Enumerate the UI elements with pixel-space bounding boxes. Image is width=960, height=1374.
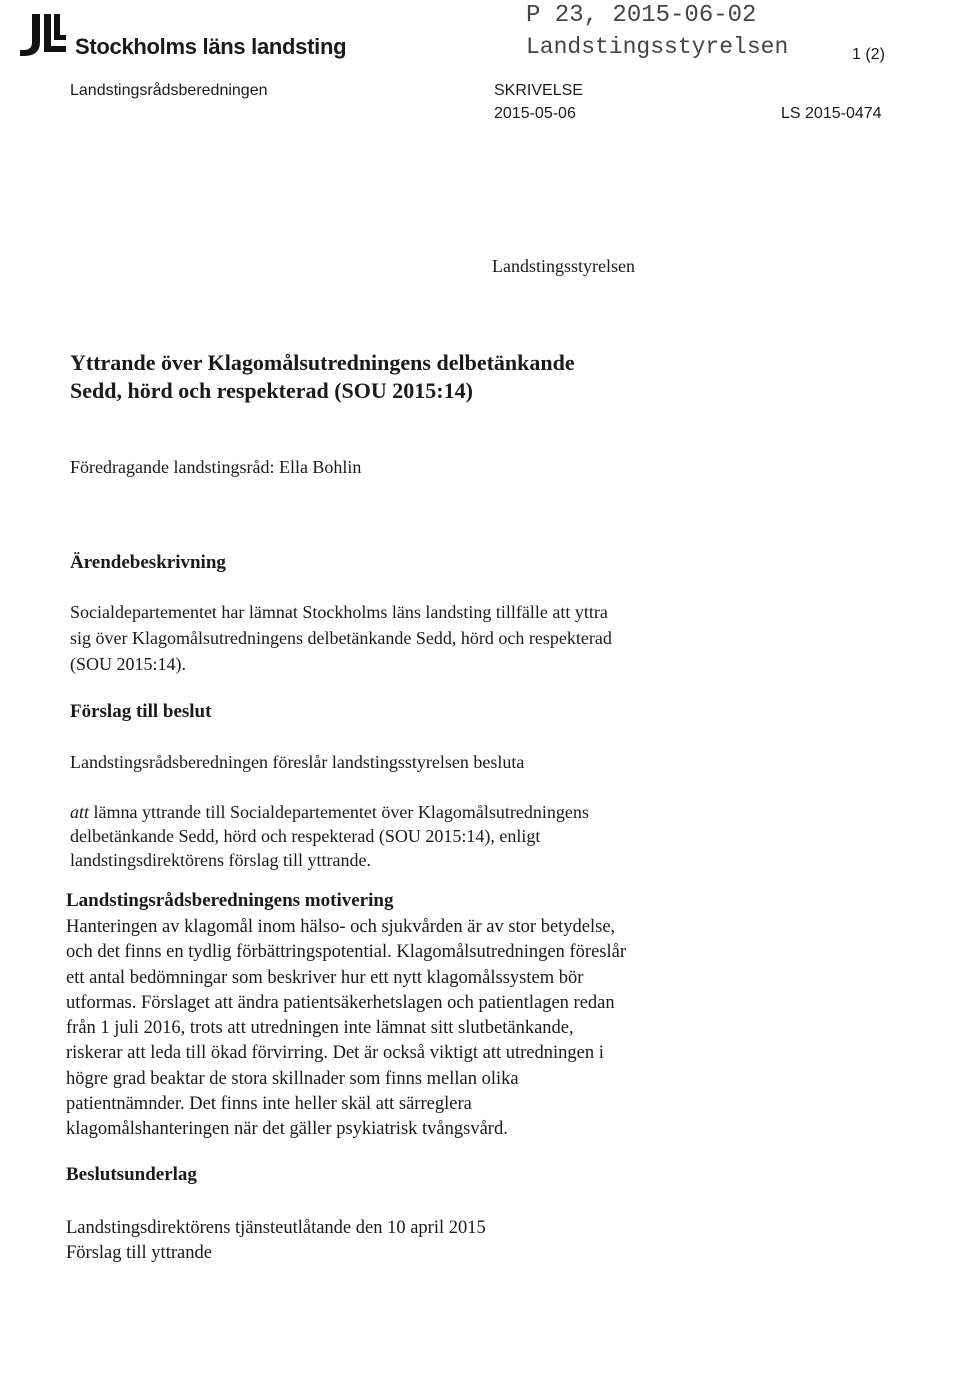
- text-line: högre grad beaktar de stora skillnader som finns mellan olika: [66, 1068, 519, 1089]
- beslutsunderlag-list: [66, 1216, 486, 1266]
- reference-number: LS 2015-0474: [781, 105, 882, 122]
- text-line: (SOU 2015:14).: [70, 654, 186, 674]
- presenter: Föredragande landstingsråd: Ella Bohlin: [70, 457, 362, 477]
- section-heading-motivering: Landstingsrådsberedningens motivering: [66, 890, 394, 911]
- text-line: delbetänkande Sedd, hörd och respekterad (SOU 2015:14), enligt: [70, 826, 541, 846]
- text-line: Socialdepartementet har lämnat Stockholms läns landsting tillfälle att yttra: [70, 602, 608, 622]
- organization-name: Stockholms läns landsting: [75, 34, 347, 59]
- text-line: från 1 juli 2016, trots att utredningen inte lämnat sitt slutbetänkande,: [66, 1018, 574, 1039]
- text-line: riskerar att leda till ökad förvirring. Det är också viktigt att utredningen i: [66, 1043, 604, 1064]
- document-type: SKRIVELSE: [494, 82, 583, 99]
- document-date: 2015-05-06: [494, 105, 576, 122]
- document-title-line-1: Yttrande över Klagomålsutredningens delbetänkande: [70, 350, 575, 375]
- att-keyword: att: [70, 802, 90, 822]
- agenda-stamp-item: P 23, 2015-06-02: [526, 2, 757, 29]
- text-line: landstingsdirektörens förslag till yttrande.: [70, 850, 371, 870]
- text-line: ett antal bedömningar som beskriver hur ett nytt klagomålssystem bör: [66, 967, 584, 988]
- text-line: sig över Klagomålsutredningens delbetänkande Sedd, hörd och respekterad: [70, 628, 612, 648]
- text-line: och det finns en tydlig förbättringspotential. Klagomålsutredningen föreslår: [66, 942, 626, 963]
- text-line: klagomålshanteringen när det gäller psykiatrisk tvångsvård.: [66, 1119, 508, 1140]
- text-line: patientnämnder. Det finns inte heller skäl att särreglera: [66, 1094, 472, 1115]
- document-title-line-2: Sedd, hörd och respekterad (SOU 2015:14): [70, 378, 473, 403]
- recipient: Landstingsstyrelsen: [492, 256, 635, 276]
- text-line: Hanteringen av klagomål inom hälso- och sjukvården är av stor betydelse,: [66, 917, 616, 937]
- section-heading-forslag-till-beslut: Förslag till beslut: [70, 701, 212, 722]
- page-number: 1 (2): [852, 46, 885, 63]
- department-name: Landstingsrådsberedningen: [70, 82, 268, 99]
- motivering-text: [66, 915, 626, 1143]
- recommendation-text: Landstingsrådsberedningen föreslår landstingsstyrelsen besluta: [70, 752, 525, 772]
- attachment-item: Landstingsdirektörens tjänsteutlåtande den 10 april 2015: [66, 1218, 486, 1238]
- arendebeskrivning-text: [70, 599, 612, 677]
- text-line: utformas. Förslaget att ändra patientsäkerhetslagen och patientlagen redan: [66, 992, 615, 1013]
- decision-proposal-text: [70, 800, 589, 872]
- sll-logo-icon: [18, 12, 70, 62]
- text-line: [70, 800, 589, 824]
- agenda-stamp-body: Landstingsstyrelsen: [526, 34, 789, 60]
- attachment-item: Förslag till yttrande: [66, 1243, 212, 1263]
- att-line-rest: lämna yttrande till Socialdepartementet över Klagomålsutredningens: [89, 802, 589, 822]
- section-heading-beslutsunderlag: Beslutsunderlag: [66, 1164, 197, 1185]
- section-heading-arendebeskrivning: Ärendebeskrivning: [70, 552, 226, 573]
